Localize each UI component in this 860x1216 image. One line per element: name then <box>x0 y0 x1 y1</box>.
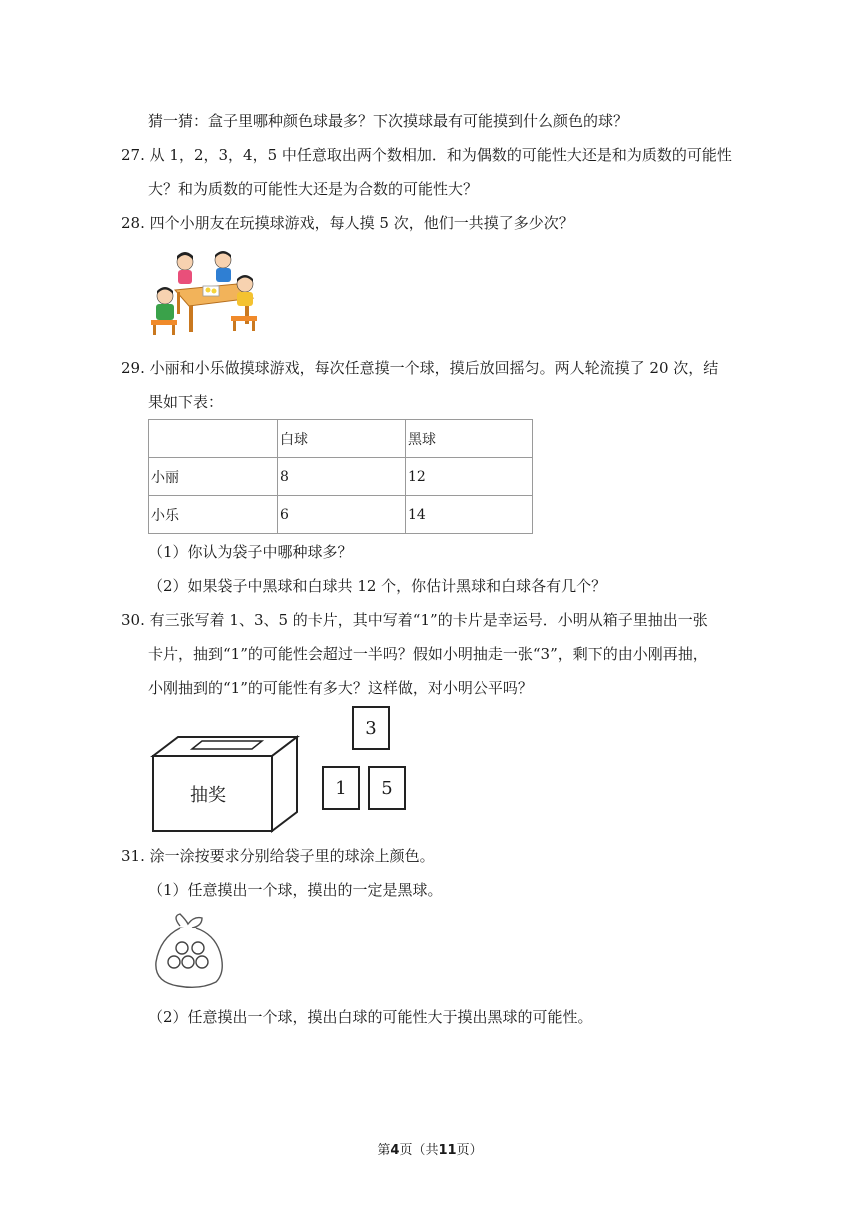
q27-line2: 大？和为质数的可能性大还是为合数的可能性大？ <box>148 180 479 198</box>
q31-sub2: （2）任意摸出一个球，摸出白球的可能性大于摸出黑球的可能性。 <box>148 1008 593 1026</box>
q29-sub1: （1）你认为袋子中哪种球多？ <box>148 543 353 561</box>
q31-text-1: 涂一涂按要求分别给袋子里的球涂上颜色。 <box>149 847 435 865</box>
table-cell: 12 <box>406 458 533 496</box>
table-row <box>149 496 533 534</box>
footer-total-pages: 11 <box>438 1143 457 1158</box>
card-3: 3 <box>352 706 390 750</box>
q29-text-1: 小丽和小乐做摸球游戏，每次任意摸一个球，摸后放回摇匀。两人轮流摸了 20 次，结 <box>149 359 719 377</box>
footer-prefix: 第 <box>377 1143 391 1158</box>
table-cell: 6 <box>278 496 406 534</box>
q26-tail-text: 猜一猜：盒子里哪种颜色球最多？下次摸球最有可能摸到什么颜色的球？ <box>148 112 629 130</box>
q30-line3: 小刚抽到的“1”的可能性有多大？这样做，对小明公平吗？ <box>148 679 533 697</box>
footer-page-number: 4 <box>390 1143 400 1158</box>
page-footer <box>0 1139 860 1158</box>
table-cell: 小乐 <box>149 496 278 534</box>
q28-line1 <box>121 213 574 233</box>
q29-line1 <box>121 358 718 378</box>
lottery-box-illustration <box>150 734 300 834</box>
q27-number: 27. <box>121 146 145 164</box>
kids-playing-illustration <box>145 246 263 342</box>
table-header-cell <box>149 420 278 458</box>
results-table <box>148 419 533 534</box>
table-cell: 14 <box>406 496 533 534</box>
q31-sub1: （1）任意摸出一个球，摸出的一定是黑球。 <box>148 881 443 899</box>
q31-number: 31. <box>121 847 145 865</box>
footer-mid: 页（共 <box>399 1143 439 1158</box>
q30-text-1: 有三张写着 1、3、5 的卡片，其中写着“1”的卡片是幸运号．小明从箱子里抽出一张 <box>149 611 708 629</box>
table-header-cell: 白球 <box>278 420 406 458</box>
table-header-row <box>149 420 533 458</box>
table-header-cell: 黑球 <box>406 420 533 458</box>
table-cell: 小丽 <box>149 458 278 496</box>
q29-sub2: （2）如果袋子中黑球和白球共 12 个，你估计黑球和白球各有几个？ <box>148 577 607 595</box>
q29-number: 29. <box>121 359 145 377</box>
table-row <box>149 458 533 496</box>
card-5: 5 <box>368 766 406 810</box>
q27-line1 <box>121 145 732 165</box>
q30-line1 <box>121 610 708 630</box>
q29-line2: 果如下表： <box>148 393 224 411</box>
q30-number: 30. <box>121 611 145 629</box>
q27-text-1: 从 1，2，3，4，5 中任意取出两个数相加．和为偶数的可能性大还是和为质数的可能性 <box>149 146 732 164</box>
q31-line1 <box>121 846 435 866</box>
lottery-box-label: 抽奖 <box>190 785 226 806</box>
q28-text-1: 四个小朋友在玩摸球游戏，每人摸 5 次，他们一共摸了多少次？ <box>149 214 574 232</box>
footer-suffix: 页） <box>456 1143 483 1158</box>
ball-bag-icon <box>150 912 226 990</box>
table-cell: 8 <box>278 458 406 496</box>
q30-line2: 卡片，抽到“1”的可能性会超过一半吗？假如小明抽走一张“3”，剩下的由小刚再抽， <box>148 645 708 663</box>
q28-number: 28. <box>121 214 145 232</box>
card-1: 1 <box>322 766 360 810</box>
